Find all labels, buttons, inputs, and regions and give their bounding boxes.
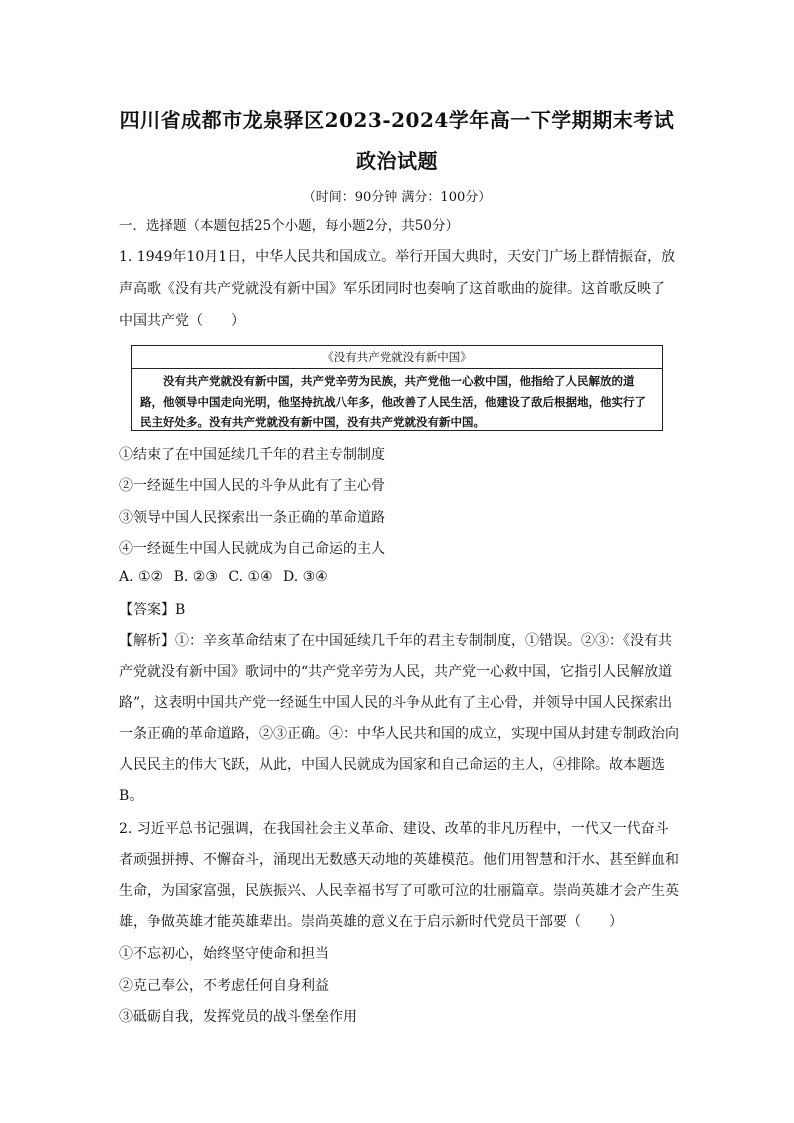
q1-stem-line1: 1. 1949年10月1日，中华人民共和国成立。举行开国大典时，天安门广场上群情振奋，放 [119,249,676,265]
q1-stem-line3: 中国共产党（ ） [119,313,245,329]
document-title-line2: 政治试题 [356,149,438,173]
lyrics-box-text: 没有共产党就没有新中国，共产党辛劳为民族，共产党他一心救中国，他指给了人民解放的道路，他领导中国走向光明，他坚持抗战八年多，他改善了人民生活，他建设了敌后根据地，他实行了民主好处多。没有共产党就没有新中国，没有共产党就没有新中国。 [140,374,646,429]
document-title-line1: 四川省成都市龙泉驿区2023-2024学年高一下学期期末考试 [119,108,675,132]
q2-option-2: ②克己奉公，不考虑任何自身利益 [119,978,329,994]
q1-analysis: 【解析】①：辛亥革命结束了在中国延续几千年的君主专制制度，①错误。②③：《没有共产党就没有新中国》歌词中的“共产党辛劳为人民，共产党一心救中国，它指引人民解放道路”，这表明中国共产党一经诞生中国人民的斗争从此有了主心骨，并领导中国人民探索出一条正确的革命道路，②③正确。④：中华人民共和国的成立，实现中国从封建专制政治向人民民主的伟大飞跃，从此，中国人民就成为国家和自己命运的主人，④排除。故本题选B。 [119,633,679,804]
q1-option-4: ④一经诞生中国人民就成为自己命运的主人 [119,541,385,557]
q2-option-1: ①不忘初心，始终坚守使命和担当 [119,946,329,962]
q1-choices [119,569,334,585]
section-heading: 一．选择题（本题包括25个小题，每小题2分，共50分） [119,218,459,234]
exam-meta: （时间：90分钟 满分：100分） [302,190,492,205]
q1-choice-c: C. ①④ [228,569,273,585]
q1-choice-a: A. ①② [119,569,164,585]
lyrics-box [131,345,663,431]
q1-answer: 【答案】B [119,602,186,618]
q1-choice-b: B. ②③ [173,569,218,585]
lyrics-box-title: 《没有共产党就没有新中国》 [132,346,662,369]
q2-option-3: ③砥砺自我，发挥党员的战斗堡垒作用 [119,1009,357,1025]
q1-stem-line2: 声高歌《没有共产党就没有新中国》军乐团同时也奏响了这首歌曲的旋律。这首歌反映了 [119,281,665,297]
q1-option-1: ①结束了在中国延续几千年的君主专制制度 [119,447,385,463]
q2-stem: 2. 习近平总书记强调，在我国社会主义革命、建设、改革的非凡历程中，一代又一代奋斗者顽强拼搏、不懈奋斗，涌现出无数感天动地的英雄模范。他们用智慧和汗水、甚至鲜血和生命，为国家富强，民族振兴、人民幸福书写了可歌可泣的壮丽篇章。崇尚英雄才会产生英雄，争做英雄才能英雄辈出。崇尚英雄的意义在于启示新时代党员干部要（ ） [119,821,679,930]
q1-option-3: ③领导中国人民探索出一条正确的革命道路 [119,510,385,526]
q1-choice-d: D. ③④ [283,569,328,585]
q1-option-2: ②一经诞生中国人民的斗争从此有了主心骨 [119,478,385,494]
